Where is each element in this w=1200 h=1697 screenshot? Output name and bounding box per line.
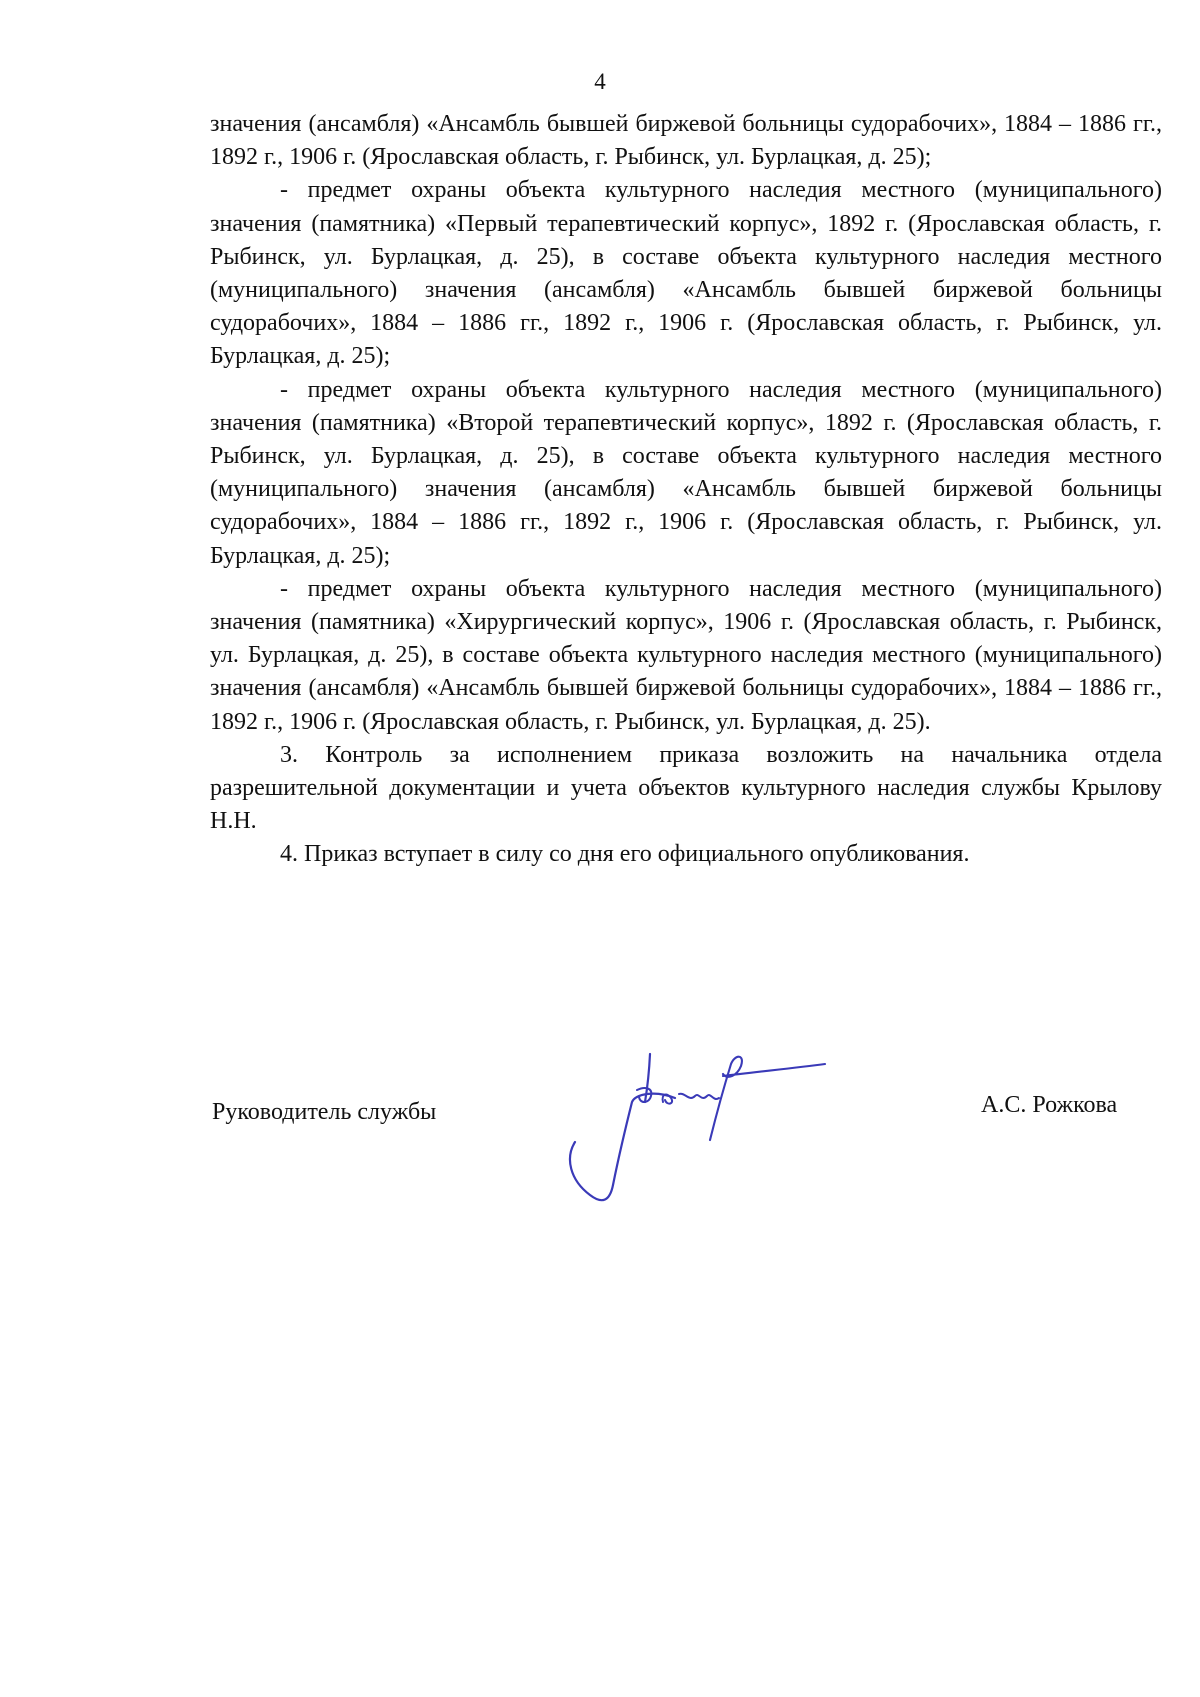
- paragraph-control-clause: 3. Контроль за исполнением приказа возложить на начальника отдела разрешительной документации и учета объектов культурного наследия службы Крылову Н.Н.: [210, 741, 1162, 835]
- paragraph-first-therapeutic-building: - предмет охраны объекта культурного наследия местного (муниципального) значения (памятника) «Первый терапевтический корпус», 1892 г. (Ярославская область, г. Рыбинск, ул. Бурлацкая, д. 25), в составе объекта культурного наследия местного (муниципального) значения (ансамбля) «Ансамбль бывшей биржевой больницы судорабочих», 1884 – 1886 гг., 1892 г., 1906 г. (Ярославская область, г. Рыбинск, ул. Бурлацкая, д. 25);: [210, 177, 1162, 370]
- page-number: 4: [594, 69, 606, 94]
- paragraph-surgical-building: - предмет охраны объекта культурного наследия местного (муниципального) значения (памятника) «Хирургический корпус», 1906 г. (Ярославская область, г. Рыбинск, ул. Бурлацкая, д. 25), в составе объекта культурного наследия местного (муниципального) значения (ансамбля) «Ансамбль бывшей биржевой больницы судорабочих», 1884 – 1886 гг., 1892 г., 1906 г. (Ярославская область, г. Рыбинск, ул. Бурлацкая, д. 25).: [210, 575, 1162, 735]
- paragraph-effective-clause: 4. Приказ вступает в силу со дня его официального опубликования.: [280, 841, 970, 868]
- signatory-name: А.С. Рожкова: [981, 1092, 1118, 1118]
- document-body: [210, 108, 1162, 872]
- paragraph-continuation: значения (ансамбля) «Ансамбль бывшей биржевой больницы судорабочих», 1884 – 1886 гг., 1892 г., 1906 г. (Ярославская область, г. Рыбинск, ул. Бурлацкая, д. 25);: [210, 111, 1162, 171]
- handwritten-signature: [555, 1050, 885, 1210]
- signatory-title: Руководитель службы: [212, 1099, 437, 1125]
- signature-letters-stroke: [637, 1088, 719, 1104]
- signature-main-stroke: [570, 1054, 675, 1200]
- signature-loop-stroke: [710, 1057, 825, 1140]
- paragraph-second-therapeutic-building: - предмет охраны объекта культурного наследия местного (муниципального) значения (памятника) «Второй терапевтический корпус», 1892 г. (Ярославская область, г. Рыбинск, ул. Бурлацкая, д. 25), в составе объекта культурного наследия местного (муниципального) значения (ансамбля) «Ансамбль бывшей биржевой больницы судорабочих», 1884 – 1886 гг., 1892 г., 1906 г. (Ярославская область, г. Рыбинск, ул. Бурлацкая, д. 25);: [210, 376, 1162, 569]
